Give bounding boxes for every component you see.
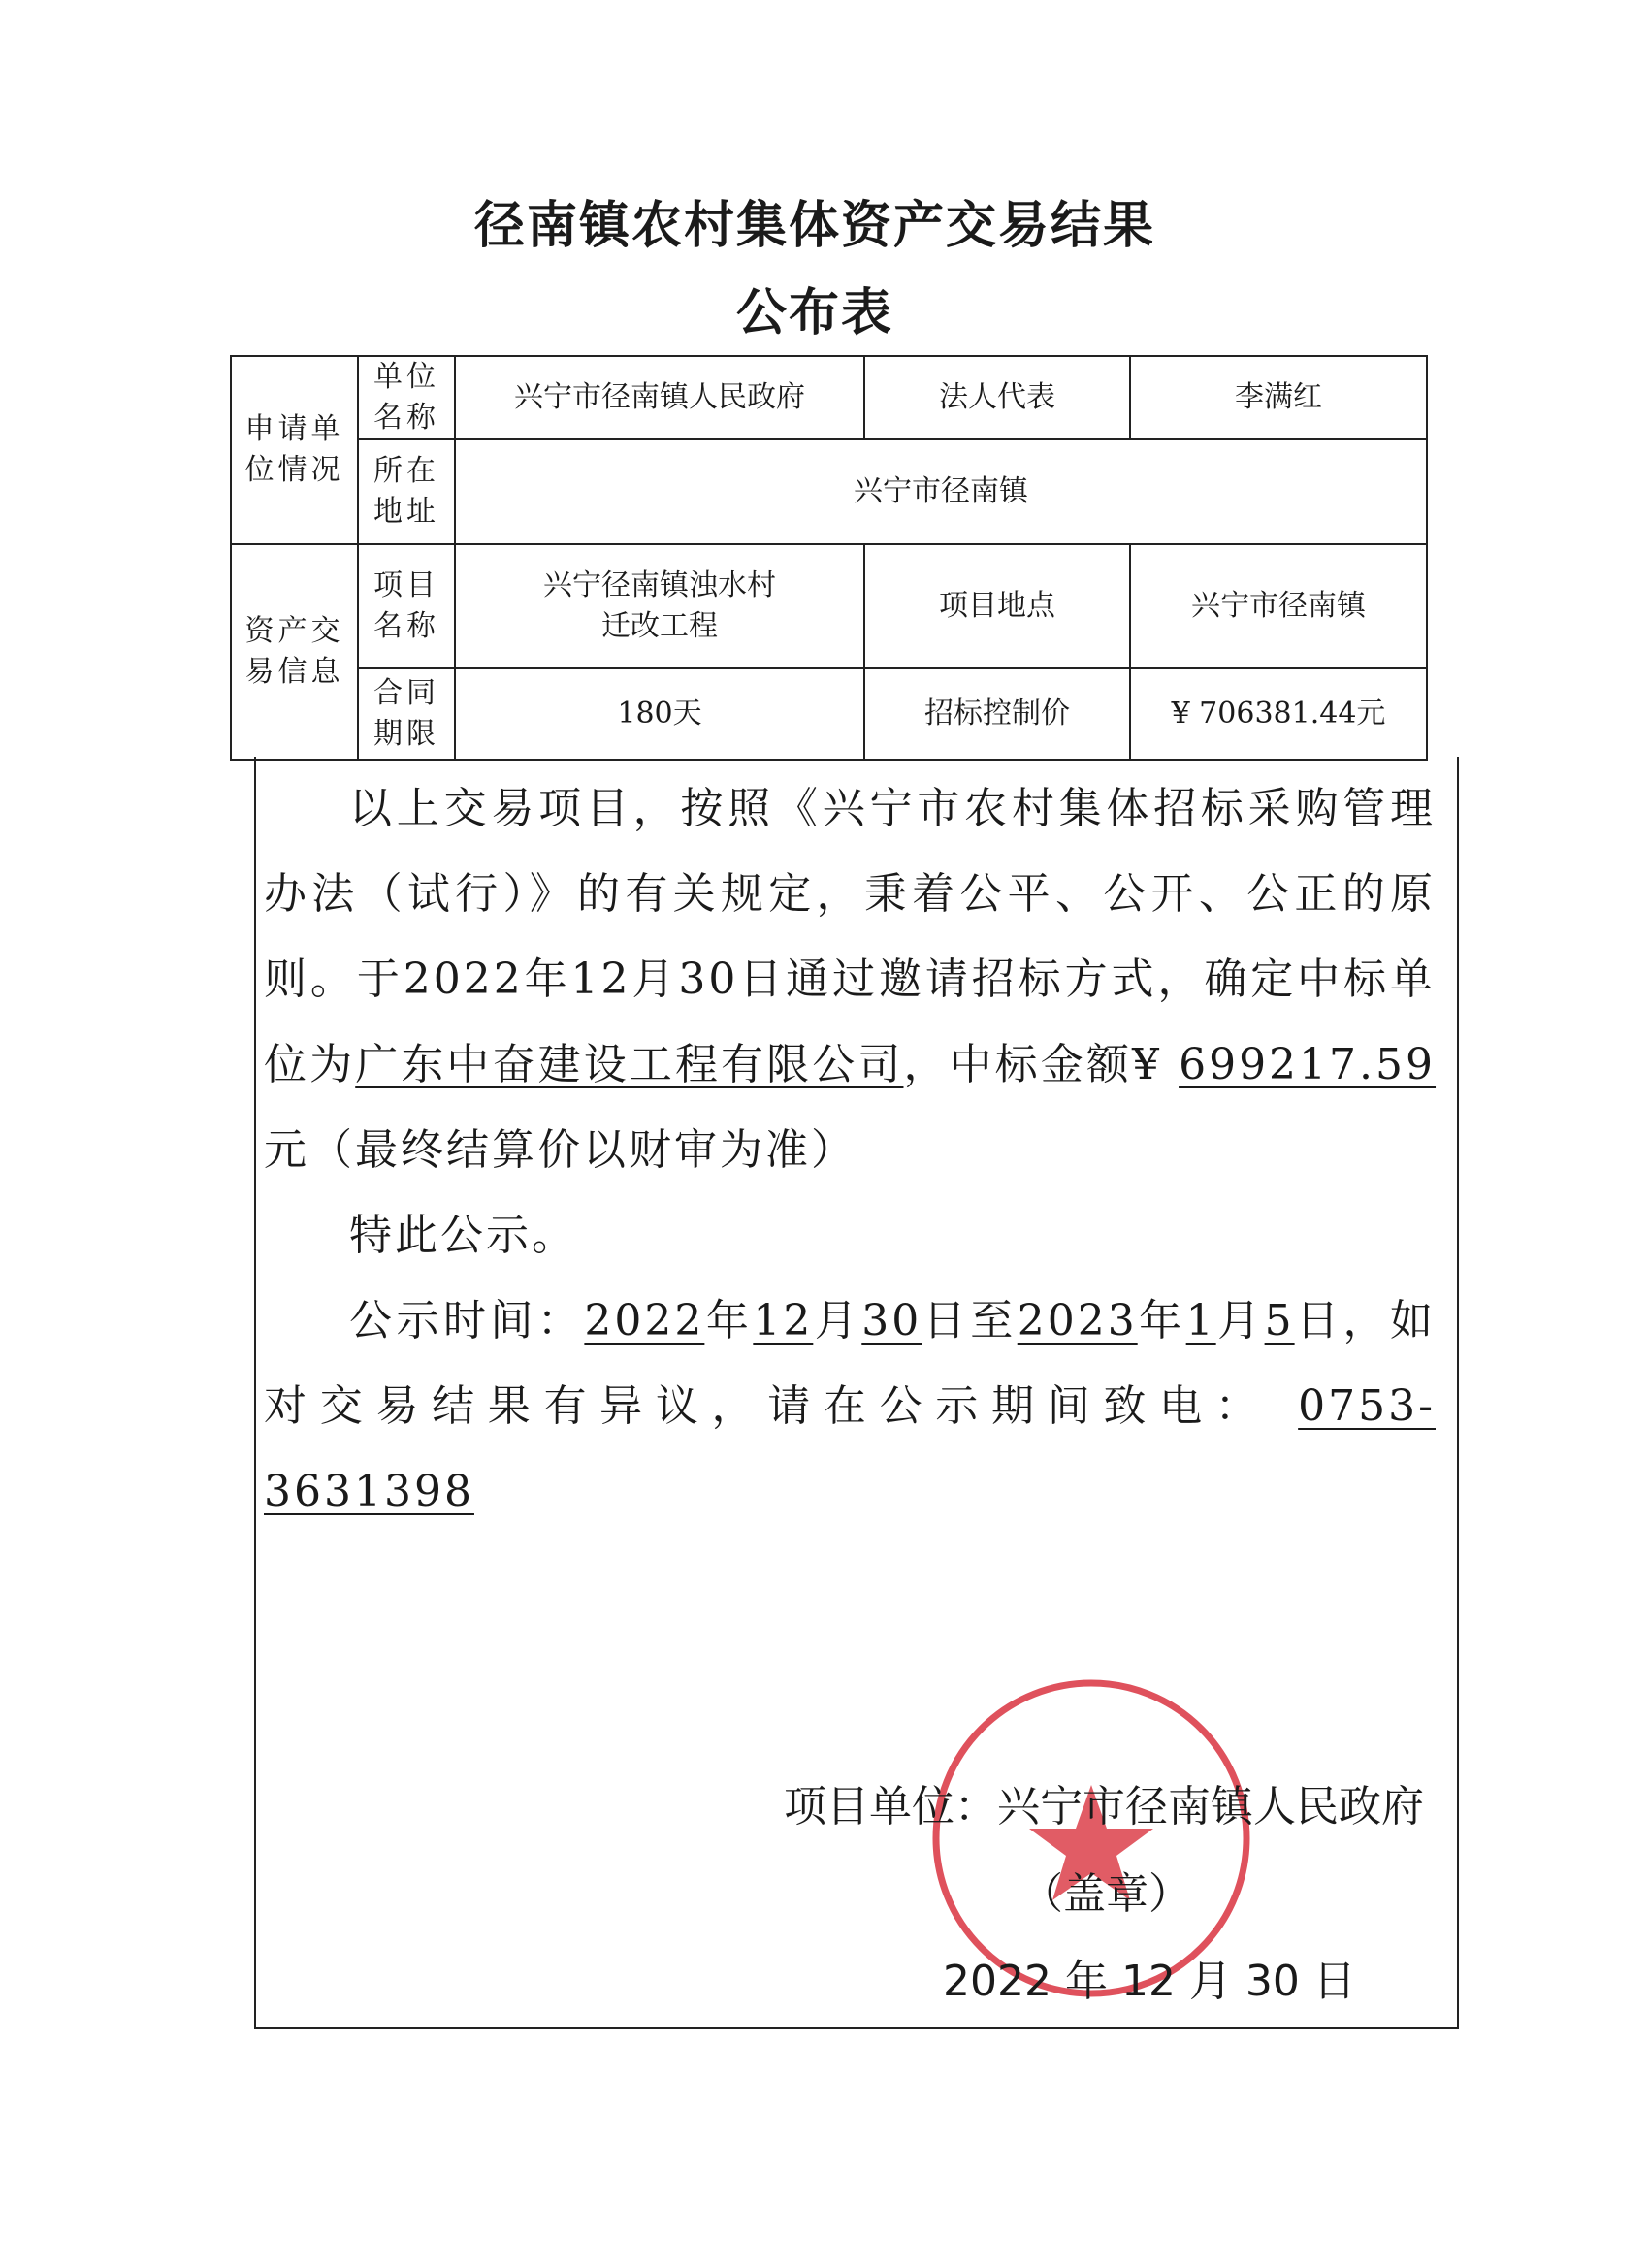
- end-month: 1: [1185, 1296, 1216, 1345]
- announcement-paragraph: [264, 766, 1436, 1193]
- info-table: [230, 355, 1428, 761]
- unit-text: 年: [1137, 1296, 1186, 1345]
- contact-phone: 0753-3631398: [264, 1381, 1436, 1516]
- project-unit-signature: 项目单位：兴宁市径南镇人民政府: [784, 1782, 1424, 1831]
- control-price-value: ¥ 706381.44元: [1130, 668, 1427, 760]
- start-day: 30: [861, 1296, 922, 1345]
- address-value: 兴宁市径南镇: [455, 439, 1427, 544]
- start-year: 2022: [584, 1296, 705, 1345]
- period-label: 公示时间：: [349, 1296, 585, 1345]
- project-name-value: 兴宁径南镇浊水村迁改工程: [455, 544, 864, 668]
- paragraph-text: 元（最终结算价以财审为准）: [264, 1125, 857, 1175]
- section-transaction-label: 资产交易信息: [231, 544, 358, 760]
- unit-name-value: 兴宁市径南镇人民政府: [455, 356, 864, 439]
- notice-line: 特此公示。: [349, 1211, 577, 1260]
- legal-rep-value: 李满红: [1130, 356, 1427, 439]
- seal-note: （盖章）: [1020, 1869, 1191, 1919]
- winning-amount: 699217.59: [1179, 1040, 1437, 1089]
- paragraph-text: ，中标金额¥: [903, 1040, 1180, 1089]
- announcement-body: [254, 757, 1459, 2029]
- publicity-period: [264, 1279, 1436, 1535]
- section-applicant-label: 申请单位情况: [231, 356, 358, 544]
- document-title: 径南镇农村集体资产交易结果: [473, 197, 1155, 255]
- project-location-value: 兴宁市径南镇: [1130, 544, 1427, 668]
- address-label: 所在地址: [358, 439, 455, 544]
- contact-text: 日，如对交易结果有异议，请在公示期间致电：: [264, 1296, 1437, 1431]
- contract-term-label: 合同期限: [358, 668, 455, 760]
- contract-term-value: 180天: [455, 668, 864, 760]
- unit-text: 年: [704, 1296, 754, 1345]
- unit-text: 月: [1215, 1296, 1265, 1345]
- signature-date: 2022 年 12 月 30 日: [943, 1957, 1356, 2006]
- control-price-label: 招标控制价: [864, 668, 1130, 760]
- end-year: 2023: [1017, 1296, 1138, 1345]
- unit-text: 月: [813, 1296, 862, 1345]
- project-name-label: 项目名称: [358, 544, 455, 668]
- paragraph-text: 以上交易项目，按照《兴宁市农村集体招标采购管理办法（试行）》的有关规定，秉着公平、公开、公正的原则。于2022年12月30日通过邀请招标方式，确定中标单位为: [264, 784, 1436, 1089]
- end-day: 5: [1264, 1296, 1295, 1345]
- unit-text: 日至: [922, 1296, 1018, 1345]
- start-month: 12: [753, 1296, 814, 1345]
- project-location-label: 项目地点: [864, 544, 1130, 668]
- unit-name-label: 单位名称: [358, 356, 455, 439]
- legal-rep-label: 法人代表: [864, 356, 1130, 439]
- winner-name: 广东中奋建设工程有限公司: [355, 1040, 904, 1089]
- document-subtitle: 公布表: [735, 284, 893, 342]
